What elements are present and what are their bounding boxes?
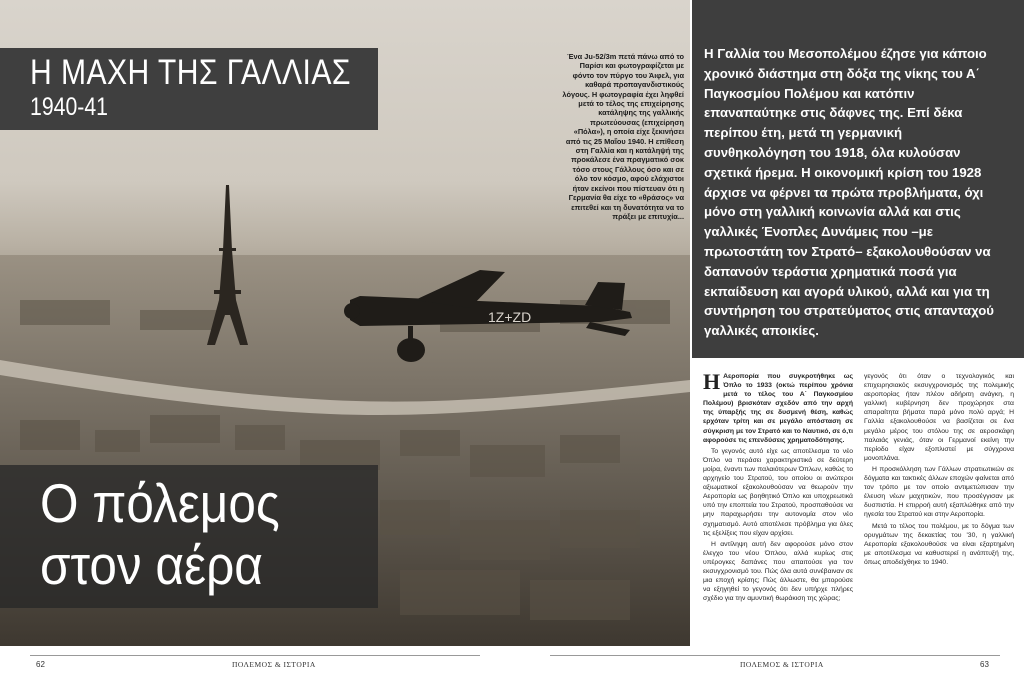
series-years: 1940-41	[30, 93, 108, 121]
drop-cap: Η	[703, 369, 721, 394]
lead-paragraph	[703, 369, 853, 445]
photo-caption: Ένα Ju-52/3m πετά πάνω από το Παρίσι και φωτογραφίζεται με φόντο τον πύργο του Άιφελ, για καθαρά προπαγανδιστικούς λόγους. Η φωτογραφία έχει ληφθεί μετά το τέλος της επιχείρησης κατάληψης της γαλλικής πρωτεύουσας (επιχείρηση «Πόλα»), η οποία είχε ξεκινήσει από τις 25 Μαΐου 1940. Η επίθεση στη Γαλλία και η κατάληψή της προκάλεσε ένα πραγματικό σοκ τόσο στους Γάλλους όσο και σε όλο τον κόσμο, αφού ελάχιστοι ήταν εκείνοι που πίστευαν ότι η Γερμανία θα είχε το «θράσος» να επιτεθεί και τη δυνατότητα να το πράξει με επιτυχία...	[562, 52, 684, 221]
aircraft-marking: 1Z+ZD	[488, 309, 532, 325]
body-column-2	[864, 372, 1014, 569]
footer-rule-right	[550, 655, 1000, 656]
page-number-left: 62	[36, 660, 45, 669]
series-title: Η ΜΑΧΗ ΤΗΣ ΓΑΛΛΙΑΣ	[30, 53, 351, 92]
intro-paragraph: Η Γαλλία του Μεσοπολέμου έζησε για κάποιο χρονικό διάστημα στη δόξα της νίκης του Α΄ Παγκοσμίου Πολέμου και κατόπιν επαναπαύτηκε στις δάφνες της. Επί δέκα περίπου έτη, μετά τη γερμανική συνθηκολόγηση του 1918, όλα κυλούσαν σχετικά ήρεμα. Η οικονομική κρίση του 1928 άρχισε να φέρνει τα πρώτα προβλήματα, όχι μόνο στη γαλλική κοινωνία αλλά και στις γαλλικές Ένοπλες Δυνάμεις που –με πρωτοστάτη τον Στρατό– εξακολουθούσαν να δαπανούν τεράστια χρηματικά ποσά για εκπαίδευση και αγορά υλικού, αλλά και για τη συντήρηση του στρατεύματος στις απανταχού γαλλικές αποικίες.	[704, 46, 994, 339]
running-head-right: ΠΟΛΕΜΟΣ & ΙΣΤΟΡΙΑ	[740, 660, 824, 669]
body-paragraph: Η αντίληψη αυτή δεν αφορούσε μόνο στον έλεγχο του νέου Όπλου, αλλά κυρίως στις υπέρογκες δαπάνες που απαιτούσε για τον εκσυγχρονισμό του. Πώς όλα αυτά συνέβαιναν σε μια εποχή κρίσης; Πώς άλλωστε, θα μπορούσε να εξηγηθεί το γεγονός ότι δεν υπήρχε πλήρες σχέδιο για την αμυντική θωράκιση της χώρας;	[703, 540, 853, 603]
running-head-left: ΠΟΛΕΜΟΣ & ΙΣΤΟΡΙΑ	[232, 660, 316, 669]
page-number-right: 63	[980, 660, 989, 669]
body-paragraph: Μετά το τέλος του πολέμου, με το δόγμα των ορυγμάτων της δεκαετίας του '30, η γαλλική Αεροπορία εξακολουθούσε να είναι εξαρτημένη με αποτέλεσμα να καθυστερεί η ανάπτυξή της, όπως αποδείχθηκε το 1940.	[864, 522, 1014, 566]
headline-line-2: στον αέρα	[40, 534, 263, 596]
footer-rule-left	[30, 655, 480, 656]
article-headline	[40, 472, 337, 596]
body-paragraph: Το γεγονός αυτό είχε ως αποτέλεσμα το νέο Όπλο να περάσει χαρακτηριστικά σε δεύτερη μοίρα, έναντι των παλαιότερων Όπλων, καθώς το αρχηγείο του Στρατού, του οποίου οι ανώτεροι αξιωματικοί εξακολουθούσαν να θεωρούν την Αεροπορία ως βοηθητικό Όπλο και υποχρεωτικά υπό την εποπτεία του Στρατού, προσπαθούσε να μην παραχωρήσει την αυτονομία στον νέο σχηματισμό. Αυτό αποτέλεσε πρόβλημα για όλες τις εξελίξεις που είχαν αρχίσει.	[703, 447, 853, 537]
body-paragraph: Η προσκόλληση των Γάλλων στρατιωτικών σε δόγματα και τακτικές άλλων εποχών φαίνεται από τον τρόπο με τον οποίο αντιμετώπισαν την έλευση νέων μαχητικών, που προσέγγισαν με δυσπιστία. Η επιρροή αυτή εξαπλώθηκε από την ηγεσία του Στρατού και στην Αεροπορία.	[864, 465, 1014, 519]
lead-text: Αεροπορία που συγκροτήθηκε ως Όπλο το 1933 (οκτώ περίπου χρόνια μετά το τέλος του Α΄ Παγκοσμίου Πολέμου) βρισκόταν σχεδόν από την αρχή της ύπαρξής της σε δυσμενή θέση, καθώς ερχόταν τρίτη και σε μεγάλο απόσταση σε σύγκριση με τον Στρατό και το Ναυτικό, σε ό,τι αφορούσε τις επενδύσεις χρηματοδότησης.	[703, 373, 853, 444]
body-paragraph: γεγονός ότι όταν ο τεχνολογικός και επιχειρησιακός εκσυγχρονισμός της πολεμικής αεροπορίας ήταν πλέον αδήριτη ανάγκη, η γαλλική κυβέρνηση δεν προχώρησε στα απαραίτητα βήματα παρά μόνο πολύ αργά; Η Γαλλία εξακολουθούσε να βασίζεται σε ένα μεγάλο μέρος του στόλου της σε αεροσκάφη παλαιάς γενιάς, όταν οι Γερμανοί εκείνη την περίοδο είχαν εξοπλιστεί με σύγχρονα μονοπλάνα.	[864, 373, 1014, 462]
headline-line-1: Ο πόλεμος	[40, 472, 280, 534]
body-column-1	[703, 369, 853, 605]
